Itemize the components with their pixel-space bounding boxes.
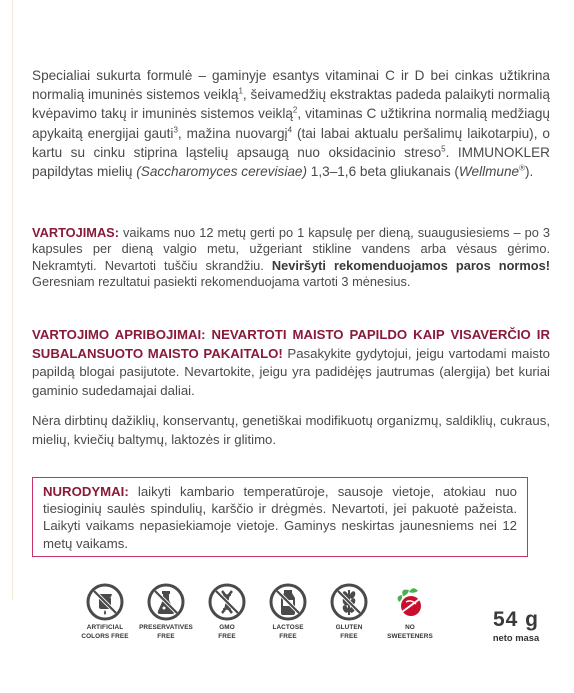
- badge-label-line2: SWEETENERS: [387, 633, 433, 641]
- badge-artificial-colors: [76, 582, 134, 641]
- sweeteners-icon: [390, 582, 430, 622]
- badge-sweeteners: [381, 582, 439, 641]
- badge-label-line1: NO: [405, 624, 415, 631]
- artificial-colors-icon: [85, 582, 125, 622]
- usage-label: VARTOJIMAS:: [32, 225, 119, 240]
- usage-warning: Neviršyti rekomenduojamos paros normos!: [271, 257, 550, 273]
- lactose-icon: [268, 582, 308, 622]
- badge-label-line1: LACTOSE: [272, 624, 304, 631]
- badge-gluten: [320, 582, 378, 641]
- brand-name: Wellmune: [458, 164, 520, 180]
- no-additives-paragraph: Nėra dirbtinų dažiklių, konservantų, genetiškai modifikuotų organizmų, saldiklių, cukraus, mielių, kviečių baltymų, laktozės ir glitimo.: [32, 413, 550, 447]
- badge-label-line1: GMO: [219, 624, 235, 631]
- net-weight-label: neto masa: [492, 632, 540, 643]
- restrictions-label: VARTOJIMO APRIBOJIMAI:: [32, 327, 206, 342]
- restrictions-caps: NEVARTOTI MAISTO PAPILDO KAIP VISAVERČIO IR SUBALANSUOTO MAISTO PAKAITALO!: [32, 327, 550, 361]
- badge-label-line2: FREE: [218, 633, 236, 641]
- preservatives-icon: [146, 582, 186, 622]
- species-name: (Saccharomyces cerevisiae): [136, 164, 308, 180]
- net-weight: [468, 608, 564, 644]
- notes-label: NURODYMAI:: [43, 484, 129, 499]
- badge-label-line1: GLUTEN: [335, 624, 363, 631]
- badge-label-line1: ARTIFICIAL: [86, 624, 124, 631]
- notes-box: NURODYMAI: laikyti kambario temperatūroje, sausoje vietoje, atokiau nuo tiesioginių saulės spindulių, karščio ir drėgmės. Nevartoti, jei pakuotė pažeista. Laikyti vaikams nepasiekiamoje vietoje. Gaminys neskirtas jaunesniems nei 12 metų vaikams.: [32, 477, 528, 557]
- badge-preservatives: [137, 582, 195, 641]
- gluten-icon: [329, 582, 369, 622]
- restrictions-paragraph: VARTOJIMO APRIBOJIMAI: NEVARTOTI MAISTO PAPILDO KAIP VISAVERČIO IR SUBALANSUOTO MAISTO PAKAITALO! Pasakykite gydytojui, jeigu vartodami maisto papildą blogai pasijutote. Nevartokite, jeigu yra padidėjęs jautrumas (alergija) bet kuriai gaminio sudedamajai daliai.: [32, 327, 550, 398]
- badge-label-line2: FREE: [279, 633, 297, 641]
- badge-label-line2: COLORS FREE: [81, 633, 129, 641]
- badge-gmo: [198, 582, 256, 641]
- badge-label-line2: FREE: [157, 633, 175, 641]
- net-weight-value: 54 g: [492, 608, 540, 631]
- intro-paragraph: Specialiai sukurta formulė – gaminyje esantys vitaminai C ir D bei cinkas užtikrina normalią imuninės sistemos veiklą$^1$, šeivamedžių ekstraktas padeda palaikyti normalią kvėpavimo takų ir imuninės sistemos veiklą$^2$, vitaminas C užtikrina normalią medžiagų apykaitą energijai gauti$^3$, mažina nuovargį$^4$ (tai labai aktualu peršalimų laikotarpiu), o kartu su cinku stiprina ląstelių apsaugą nuo oksidacinio streso$^5$. IMMUNOKLER papildytas mielių (Saccharomyces cerevisiae) 1,3–1,6 beta gliukanais (Wellmune®).: [32, 68, 550, 180]
- badge-label-line1: PRESERVATIVES: [139, 624, 193, 631]
- gmo-icon: [207, 582, 247, 622]
- badge-label-line2: FREE: [340, 633, 358, 641]
- panel-edge-line: [12, 0, 13, 600]
- usage-paragraph: VARTOJIMAS: vaikams nuo 12 metų gerti po 1 kapsulę per dieną, suaugusiesiems – po 3 kapsules per dieną valgio metu, užgeriant stikline vandens arba vėsaus gėrimo. Nekramtyti. Nevartoti tuščiu skrandžiu. Neviršyti rekomenduojamos paros normos! Geresniam rezultatui pasiekti rekomenduojama vartoti 3 mėnesius.: [32, 225, 550, 290]
- badge-lactose: [259, 582, 317, 641]
